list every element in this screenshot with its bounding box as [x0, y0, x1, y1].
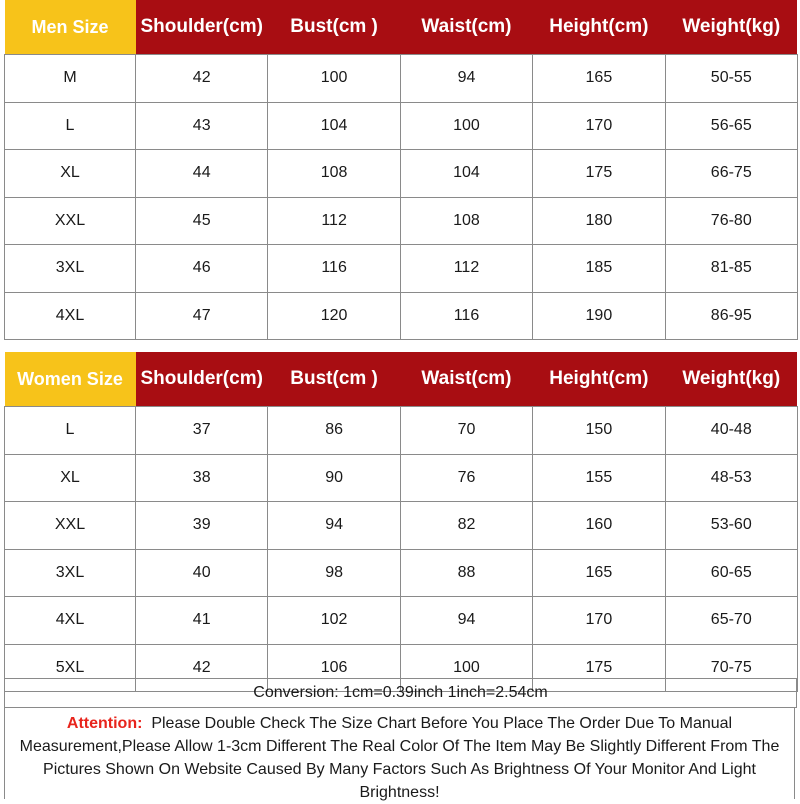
- size-cell: M: [5, 55, 136, 103]
- women-weight-header: Weight(kg): [665, 352, 797, 407]
- bust-cell: 98: [268, 549, 400, 597]
- size-cell: 4XL: [5, 597, 136, 645]
- shoulder-cell: 41: [136, 597, 268, 645]
- bust-cell: 106: [268, 644, 400, 692]
- bust-cell: 100: [268, 55, 400, 103]
- weight-cell: 60-65: [665, 549, 797, 597]
- attention-label: Attention:: [66, 715, 143, 732]
- height-cell: 170: [533, 102, 665, 150]
- shoulder-cell: 40: [136, 549, 268, 597]
- shoulder-cell: 46: [136, 245, 268, 293]
- weight-cell: 50-55: [665, 55, 797, 103]
- women-header-row: [5, 352, 798, 407]
- shoulder-cell: 47: [136, 292, 268, 340]
- waist-cell: 94: [400, 597, 532, 645]
- waist-cell: 104: [400, 150, 532, 198]
- shoulder-cell: 44: [136, 150, 268, 198]
- women-bust-header: Bust(cm ): [268, 352, 400, 407]
- shoulder-cell: 39: [136, 502, 268, 550]
- weight-cell: 86-95: [665, 292, 797, 340]
- height-cell: 160: [533, 502, 665, 550]
- bust-cell: 108: [268, 150, 400, 198]
- men-weight-header: Weight(kg): [665, 0, 797, 55]
- waist-cell: 108: [400, 197, 532, 245]
- women-waist-header: Waist(cm): [400, 352, 532, 407]
- size-cell: 4XL: [5, 292, 136, 340]
- height-cell: 155: [533, 454, 665, 502]
- women-size-table: [4, 352, 798, 692]
- height-cell: 165: [533, 549, 665, 597]
- table-row: [5, 502, 798, 550]
- shoulder-cell: 37: [136, 407, 268, 455]
- weight-cell: 48-53: [665, 454, 797, 502]
- shoulder-cell: 42: [136, 644, 268, 692]
- weight-cell: 66-75: [665, 150, 797, 198]
- bust-cell: 102: [268, 597, 400, 645]
- table-row: [5, 597, 798, 645]
- size-cell: XXL: [5, 502, 136, 550]
- bust-cell: 86: [268, 407, 400, 455]
- weight-cell: 53-60: [665, 502, 797, 550]
- height-cell: 175: [533, 644, 665, 692]
- waist-cell: 100: [400, 102, 532, 150]
- weight-cell: 81-85: [665, 245, 797, 293]
- height-cell: 190: [533, 292, 665, 340]
- size-cell: L: [5, 102, 136, 150]
- waist-cell: 116: [400, 292, 532, 340]
- women-shoulder-header: Shoulder(cm): [136, 352, 268, 407]
- attention-text: Please Double Check The Size Chart Before You Place The Order Due To Manual Measurement,Please Allow 1-3cm Different The Real Color Of The Item May Be Slightly Different From The Pictures Shown On Website Caused By Many Factors Such As Brightness Of Your Monitor And Light Brightness!: [19, 715, 780, 801]
- men-size-header: Men Size: [5, 0, 136, 55]
- shoulder-cell: 38: [136, 454, 268, 502]
- bust-cell: 104: [268, 102, 400, 150]
- men-header-row: [5, 0, 798, 55]
- size-cell: 3XL: [5, 549, 136, 597]
- shoulder-cell: 42: [136, 55, 268, 103]
- height-cell: 185: [533, 245, 665, 293]
- women-size-header: Women Size: [5, 352, 136, 407]
- weight-cell: 65-70: [665, 597, 797, 645]
- bust-cell: 116: [268, 245, 400, 293]
- size-cell: XL: [5, 150, 136, 198]
- waist-cell: 100: [400, 644, 532, 692]
- men-height-header: Height(cm): [533, 0, 665, 55]
- table-row: [5, 245, 798, 293]
- weight-cell: 76-80: [665, 197, 797, 245]
- height-cell: 175: [533, 150, 665, 198]
- size-cell: XL: [5, 454, 136, 502]
- waist-cell: 76: [400, 454, 532, 502]
- height-cell: 180: [533, 197, 665, 245]
- bust-cell: 112: [268, 197, 400, 245]
- size-cell: L: [5, 407, 136, 455]
- shoulder-cell: 45: [136, 197, 268, 245]
- size-cell: 5XL: [5, 644, 136, 692]
- table-row: [5, 150, 798, 198]
- men-shoulder-header: Shoulder(cm): [136, 0, 268, 55]
- table-row: [5, 102, 798, 150]
- waist-cell: 88: [400, 549, 532, 597]
- waist-cell: 82: [400, 502, 532, 550]
- weight-cell: 70-75: [665, 644, 797, 692]
- bust-cell: 120: [268, 292, 400, 340]
- weight-cell: 56-65: [665, 102, 797, 150]
- waist-cell: 70: [400, 407, 532, 455]
- height-cell: 165: [533, 55, 665, 103]
- bust-cell: 90: [268, 454, 400, 502]
- weight-cell: 40-48: [665, 407, 797, 455]
- height-cell: 150: [533, 407, 665, 455]
- size-cell: XXL: [5, 197, 136, 245]
- women-height-header: Height(cm): [533, 352, 665, 407]
- table-row: [5, 549, 798, 597]
- waist-cell: 94: [400, 55, 532, 103]
- bust-cell: 94: [268, 502, 400, 550]
- table-row: [5, 292, 798, 340]
- men-bust-header: Bust(cm ): [268, 0, 400, 55]
- table-row: [5, 454, 798, 502]
- table-row: [5, 407, 798, 455]
- table-row: [5, 55, 798, 103]
- table-row: [5, 197, 798, 245]
- men-size-table: [4, 0, 798, 340]
- men-waist-header: Waist(cm): [400, 0, 532, 55]
- size-cell: 3XL: [5, 245, 136, 293]
- attention-notice: [4, 707, 795, 799]
- waist-cell: 112: [400, 245, 532, 293]
- height-cell: 170: [533, 597, 665, 645]
- unit-conversion-note: Conversion: 1cm=0.39inch 1inch=2.54cm: [4, 678, 797, 708]
- shoulder-cell: 43: [136, 102, 268, 150]
